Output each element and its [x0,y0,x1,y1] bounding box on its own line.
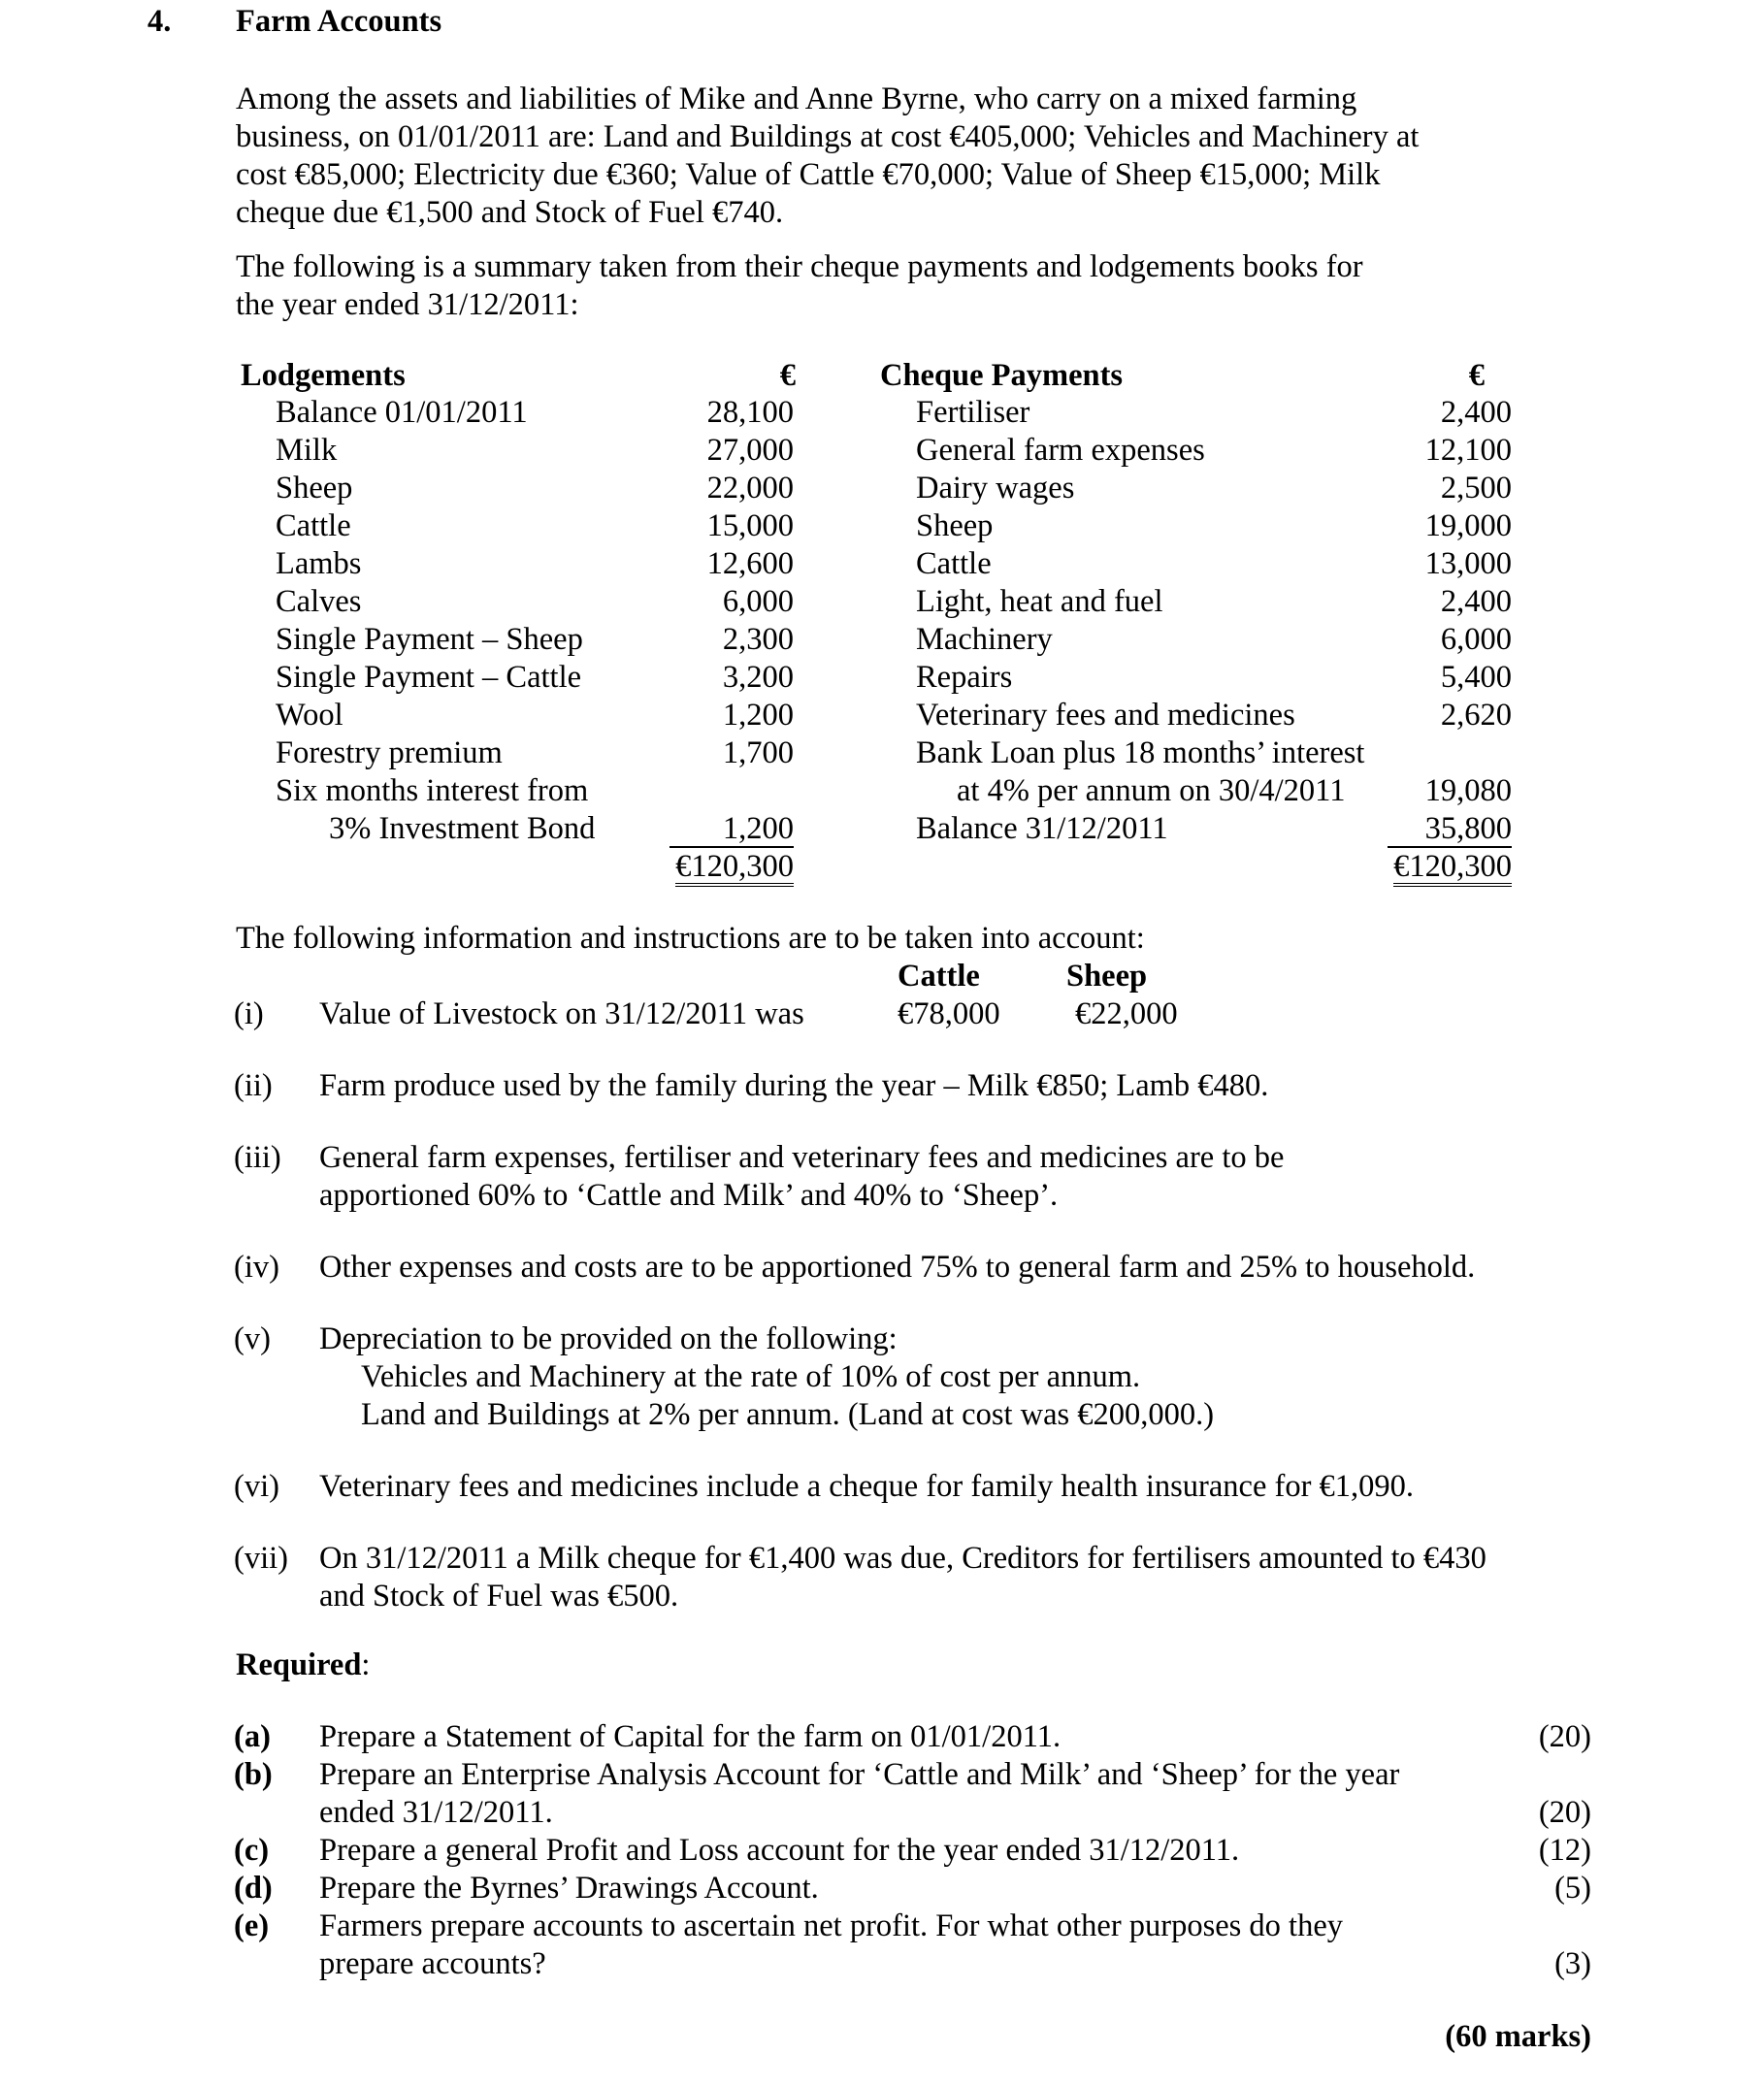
required-text: Prepare the Byrnes’ Drawings Account. [319,1871,819,1906]
required-marks: (5) [1554,1871,1591,1906]
total-marks: (60 marks) [1445,2019,1591,2054]
lodgement-label: Six months interest from [276,773,589,808]
lodgements-heading: Lodgements [241,358,406,393]
info-text: Farm produce used by the family during the year – Milk €850; Lamb €480. [319,1068,1269,1103]
payment-amount: 5,400 [1440,660,1512,695]
payment-label: Balance 31/12/2011 [916,811,1168,846]
payment-amount: 2,620 [1440,698,1512,733]
lodgement-label: Lambs [276,546,362,581]
lodgement-amount: 6,000 [722,584,794,619]
info-num: (vii) [234,1541,288,1576]
required-colon: : [361,1647,371,1682]
info-text: Land and Buildings at 2% per annum. (Land at cost was €200,000.) [361,1397,1215,1432]
payment-label: Machinery [916,622,1053,657]
required-letter: (a) [234,1719,271,1754]
lodgement-label: Wool [276,698,343,733]
info-text: and Stock of Fuel was €500. [319,1579,679,1614]
required-text: ended 31/12/2011. [319,1795,553,1830]
payment-amount: 12,100 [1424,433,1512,468]
lodgements-total: €120,300 [675,850,794,887]
payments-heading: Cheque Payments [880,358,1124,393]
payment-label: Veterinary fees and medicines [916,698,1295,733]
lodgement-amount: 28,100 [706,395,794,430]
lodgement-label: 3% Investment Bond [329,811,596,846]
lodgement-amount [660,810,794,848]
payment-amount: 19,000 [1424,508,1512,543]
info-num: (iii) [234,1140,281,1175]
payment-label: Dairy wages [916,471,1075,505]
question-title: Farm Accounts [236,4,442,39]
intro-line-1: Among the assets and liabilities of Mike and Anne Byrne, who carry on a mixed farming [236,82,1357,116]
required-letter: (b) [234,1757,273,1792]
lodgement-amount: 2,300 [722,622,794,657]
livestock-sheep-value: €22,000 [1075,996,1178,1031]
payment-label: Light, heat and fuel [916,584,1163,619]
payment-label: at 4% per annum on 30/4/2011 [957,773,1346,808]
required-letter: (c) [234,1833,270,1868]
required-letter: (d) [234,1871,273,1906]
lodgement-label: Forestry premium [276,735,503,770]
required-marks: (3) [1554,1946,1591,1981]
lodgement-amount: 15,000 [706,508,794,543]
lodgement-label: Single Payment – Cattle [276,660,582,695]
payment-last-amount: 35,800 [1388,811,1512,848]
required-heading: Required [236,1647,362,1682]
payment-amount: 13,000 [1424,546,1512,581]
payment-amount: 6,000 [1440,622,1512,657]
payment-label: Cattle [916,546,992,581]
info-text: On 31/12/2011 a Milk cheque for €1,400 was due, Creditors for fertilisers amounted to €430 [319,1541,1486,1576]
lodgement-amount: 22,000 [706,471,794,505]
info-text: Other expenses and costs are to be apportioned 75% to general farm and 25% to household. [319,1250,1476,1285]
info-text: apportioned 60% to ‘Cattle and Milk’ and 40% to ‘Sheep’. [319,1178,1059,1213]
info-text: Value of Livestock on 31/12/2011 was [319,996,804,1031]
required-marks: (12) [1538,1833,1591,1868]
payment-amount: 2,400 [1440,584,1512,619]
lodgements-total-cell [660,848,794,887]
question-number: 4. [147,4,172,39]
info-num: (ii) [234,1068,273,1103]
payment-label: Bank Loan plus 18 months’ interest [916,735,1365,770]
payments-currency: € [1468,358,1485,393]
info-num: (iv) [234,1250,279,1285]
payment-label: General farm expenses [916,433,1205,468]
livestock-header-sheep: Sheep [1066,959,1148,994]
info-text: Vehicles and Machinery at the rate of 10% of cost per annum. [361,1359,1141,1394]
lodgement-label: Sheep [276,471,353,505]
lodgement-amount: 3,200 [722,660,794,695]
required-text: Prepare a general Profit and Loss account for the year ended 31/12/2011. [319,1833,1240,1868]
lodgements-currency: € [779,358,796,393]
payment-amount: 19,080 [1424,773,1512,808]
intro-line-4: cheque due €1,500 and Stock of Fuel €740. [236,195,784,230]
payment-amount [1358,810,1512,848]
lodgement-label: Single Payment – Sheep [276,622,583,657]
lodgement-amount: 27,000 [706,433,794,468]
payment-label: Fertiliser [916,395,1030,430]
intro-line-2: business, on 01/01/2011 are: Land and Buildings at cost €405,000; Vehicles and Machinery at [236,119,1420,154]
lodgement-label: Calves [276,584,362,619]
required-text: Farmers prepare accounts to ascertain net profit. For what other purposes do they [319,1908,1344,1943]
info-intro: The following information and instructions are to be taken into account: [236,921,1145,956]
lodgement-label: Cattle [276,508,351,543]
payments-total-cell [1358,848,1512,887]
summary-line-2: the year ended 31/12/2011: [236,287,579,322]
required-letter: (e) [234,1908,270,1943]
lodgement-last-amount: 1,200 [670,811,794,848]
required-marks: (20) [1538,1795,1591,1830]
required-text: Prepare an Enterprise Analysis Account for ‘Cattle and Milk’ and ‘Sheep’ for the year [319,1757,1400,1792]
info-text: Veterinary fees and medicines include a cheque for family health insurance for €1,090. [319,1469,1415,1504]
livestock-cattle-value: €78,000 [898,996,1000,1031]
payment-amount: 2,400 [1440,395,1512,430]
required-heading-wrap [236,1647,370,1684]
info-num: (vi) [234,1469,279,1504]
payment-label: Sheep [916,508,994,543]
lodgement-amount: 1,700 [722,735,794,770]
summary-line-1: The following is a summary taken from their cheque payments and lodgements books for [236,249,1363,284]
info-num: (v) [234,1321,271,1356]
required-marks: (20) [1538,1719,1591,1754]
payment-label: Repairs [916,660,1013,695]
lodgement-label: Balance 01/01/2011 [276,395,528,430]
lodgement-amount: 1,200 [722,698,794,733]
lodgement-amount: 12,600 [706,546,794,581]
payment-amount: 2,500 [1440,471,1512,505]
payments-total: €120,300 [1393,850,1512,887]
info-text: Depreciation to be provided on the following: [319,1321,898,1356]
intro-line-3: cost €85,000; Electricity due €360; Value of Cattle €70,000; Value of Sheep €15,000; Milk [236,157,1381,192]
info-text: General farm expenses, fertiliser and veterinary fees and medicines are to be [319,1140,1285,1175]
lodgement-label: Milk [276,433,338,468]
info-num: (i) [234,996,264,1031]
livestock-header-cattle: Cattle [898,959,980,994]
required-text: Prepare a Statement of Capital for the farm on 01/01/2011. [319,1719,1062,1754]
required-text: prepare accounts? [319,1946,546,1981]
